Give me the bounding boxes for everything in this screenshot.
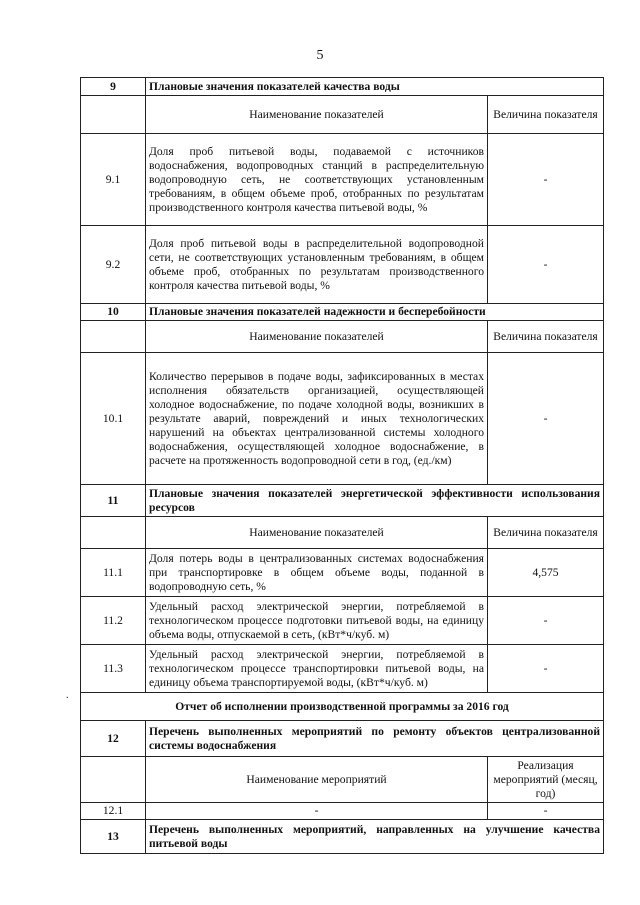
header-row	[81, 96, 604, 134]
column-header-name: Наименование показателей	[146, 321, 488, 353]
empty-cell	[81, 757, 146, 803]
page-number: 5	[316, 48, 324, 63]
section-row-13	[81, 820, 604, 854]
row-number: 11.2	[81, 597, 146, 645]
row-value: -	[488, 226, 604, 304]
section-row-12	[81, 721, 604, 757]
row-description: -	[146, 803, 488, 820]
row-number: 11.1	[81, 549, 146, 597]
report-title-row	[81, 693, 604, 721]
row-value: -	[488, 803, 604, 820]
row-value: -	[488, 353, 604, 485]
column-header-value: Реализация мероприятий (месяц, год)	[488, 757, 604, 803]
row-description: Количество перерывов в подаче воды, зафиксированных в местах исполнения обязательств организацией, осуществляющей холодное водоснабжение, по подаче холодной воды, возникших в результате аварий, повреждений и иных технологических нарушений на объектах централизованной системы холодного водоснабжения, осуществляющей холодное водоснабжение, в расчете на протяженность водопроводной сети в год, (ед./км)	[146, 353, 488, 485]
row-number: 11.3	[81, 645, 146, 693]
table-row	[81, 134, 604, 226]
section-number: 11	[81, 485, 146, 517]
section-number: 10	[81, 304, 146, 321]
table-row	[81, 803, 604, 820]
table-row	[81, 645, 604, 693]
row-description: Доля проб питьевой воды в распределительной водопроводной сети, не соответствующих установленным требованиям, в общем объеме проб, отобранных по результатам производственного контроля качества питьевой воды, %	[146, 226, 488, 304]
row-description: Удельный расход электрической энергии, потребляемой в технологическом процессе транспортировки питьевой воды, на единицу объема транспортируемой воды, (кВт*ч/куб. м)	[146, 645, 488, 693]
row-number: 9.2	[81, 226, 146, 304]
empty-cell	[81, 96, 146, 134]
header-row	[81, 757, 604, 803]
column-header-name: Наименование показателей	[146, 96, 488, 134]
row-value: -	[488, 134, 604, 226]
section-title: Плановые значения показателей качества воды	[146, 78, 604, 96]
section-title: Плановые значения показателей надежности и бесперебойности	[146, 304, 604, 321]
column-header-value: Величина показателя	[488, 517, 604, 549]
row-description: Доля потерь воды в централизованных системах водоснабжения при транспортировке в общем объеме воды, поданной в водопроводную сеть, %	[146, 549, 488, 597]
table-row	[81, 597, 604, 645]
margin-mark: .	[66, 690, 69, 701]
row-value: -	[488, 645, 604, 693]
row-number: 12.1	[81, 803, 146, 820]
row-number: 9.1	[81, 134, 146, 226]
section-title: Плановые значения показателей энергетической эффективности использования ресурсов	[146, 485, 604, 517]
header-row	[81, 517, 604, 549]
indicators-table	[80, 77, 604, 854]
row-number: 10.1	[81, 353, 146, 485]
section-number: 9	[81, 78, 146, 96]
header-row	[81, 321, 604, 353]
section-row-10	[81, 304, 604, 321]
table-row	[81, 226, 604, 304]
section-title: Перечень выполненных мероприятий по ремонту объектов централизованной системы водоснабжения	[146, 721, 604, 757]
empty-cell	[81, 517, 146, 549]
column-header-name: Наименование мероприятий	[146, 757, 488, 803]
column-header-value: Величина показателя	[488, 96, 604, 134]
row-description: Доля проб питьевой воды, подаваемой с источников водоснабжения, водопроводных станций в распределительную водопроводную сеть, не соответствующих установленным требованиям, в общем объеме проб, отобранных по результатам производственного контроля качества питьевой воды, %	[146, 134, 488, 226]
table-row	[81, 549, 604, 597]
empty-cell	[81, 321, 146, 353]
section-row-9	[81, 78, 604, 96]
table-row	[81, 353, 604, 485]
section-title: Перечень выполненных мероприятий, направленных на улучшение качества питьевой воды	[146, 820, 604, 854]
row-value: 4,575	[488, 549, 604, 597]
section-row-11	[81, 485, 604, 517]
column-header-name: Наименование показателей	[146, 517, 488, 549]
row-description: Удельный расход электрической энергии, потребляемой в технологическом процессе подготовки питьевой воды, на единицу объема воды, отпускаемой в сеть, (кВт*ч/куб. м)	[146, 597, 488, 645]
row-value: -	[488, 597, 604, 645]
column-header-value: Величина показателя	[488, 321, 604, 353]
report-title: Отчет об исполнении производственной программы за 2016 год	[81, 693, 604, 721]
section-number: 13	[81, 820, 146, 854]
section-number: 12	[81, 721, 146, 757]
